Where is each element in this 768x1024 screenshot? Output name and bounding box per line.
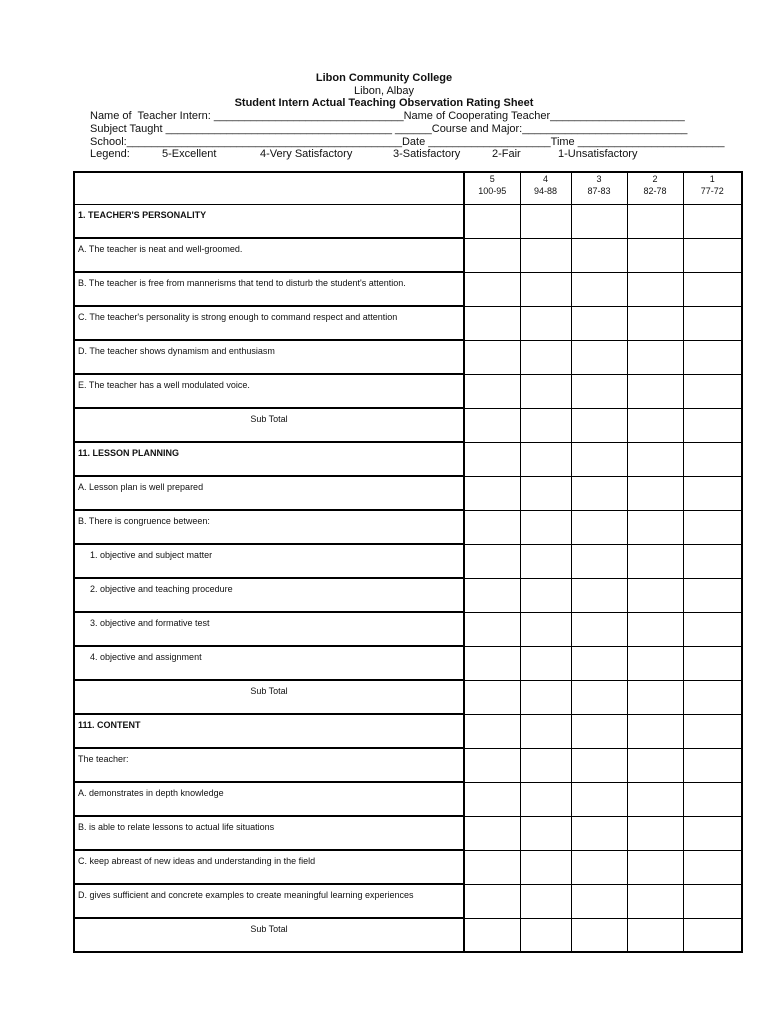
- criterion-row: [74, 238, 742, 272]
- rating-cell-4[interactable]: [520, 612, 571, 646]
- criterion-text: C. keep abreast of new ideas and understanding in the field: [78, 856, 316, 866]
- rating-cell-1[interactable]: [683, 272, 742, 306]
- criterion-text: 3. objective and formative test: [90, 618, 210, 628]
- rating-cell-4[interactable]: [520, 476, 571, 510]
- criterion-row: [74, 544, 742, 578]
- rating-cell-1[interactable]: [683, 680, 742, 714]
- criterion-cell: [74, 408, 464, 442]
- rating-cell-5[interactable]: [464, 510, 520, 544]
- criterion-text: E. The teacher has a well modulated voice.: [78, 380, 250, 390]
- rating-cell-5[interactable]: [464, 646, 520, 680]
- rating-cell-2[interactable]: [627, 544, 683, 578]
- rating-cell-2[interactable]: [627, 408, 683, 442]
- rating-cell-2[interactable]: [627, 272, 683, 306]
- criterion-row: [74, 646, 742, 680]
- criterion-cell: [74, 374, 464, 408]
- rating-cell-2[interactable]: [627, 748, 683, 782]
- criterion-text: C. The teacher's personality is strong enough to command respect and attention: [78, 312, 398, 322]
- criterion-cell: [74, 272, 464, 306]
- rating-cell-4[interactable]: [520, 374, 571, 408]
- rating-cell-3[interactable]: [571, 510, 627, 544]
- rating-cell-4[interactable]: [520, 714, 571, 748]
- criterion-text: D. The teacher shows dynamism and enthusiasm: [78, 346, 275, 356]
- rating-cell-3[interactable]: [571, 272, 627, 306]
- rating-range: 87-83: [587, 186, 611, 196]
- criterion-cell: [74, 306, 464, 340]
- criterion-cell: [74, 748, 464, 782]
- rating-cell-1[interactable]: [683, 408, 742, 442]
- rating-cell-3[interactable]: [571, 306, 627, 340]
- rating-cell-4[interactable]: [520, 850, 571, 884]
- rating-cell-2[interactable]: [627, 578, 683, 612]
- rating-cell-3[interactable]: [571, 816, 627, 850]
- rating-cell-4[interactable]: [520, 578, 571, 612]
- criterion-text: B. There is congruence between:: [78, 516, 210, 526]
- criterion-row: [74, 884, 742, 918]
- rating-cell-3[interactable]: [571, 646, 627, 680]
- rating-cell-5[interactable]: [464, 578, 520, 612]
- rating-score: 3: [596, 174, 602, 184]
- rating-header-3: [571, 172, 627, 205]
- criterion-cell: [74, 612, 464, 646]
- rating-cell-5[interactable]: [464, 884, 520, 918]
- rating-cell-2[interactable]: [627, 816, 683, 850]
- criterion-text: B. The teacher is free from mannerisms that tend to disturb the student's attention.: [78, 278, 406, 288]
- rating-cell-1[interactable]: [683, 748, 742, 782]
- rating-cell-1[interactable]: [683, 306, 742, 340]
- rating-header-4: [520, 172, 571, 205]
- criterion-cell: [74, 578, 464, 612]
- criterion-text: 2. objective and teaching procedure: [90, 584, 233, 594]
- criterion-row: [74, 306, 742, 340]
- rating-score: 2: [652, 174, 658, 184]
- legend-excellent: 5-Excellent: [162, 148, 217, 160]
- criterion-text: 4. objective and assignment: [90, 652, 202, 662]
- criterion-row: [74, 510, 742, 544]
- rating-cell-4[interactable]: [520, 816, 571, 850]
- criterion-row: [74, 340, 742, 374]
- rating-cell-2[interactable]: [627, 612, 683, 646]
- subtotal-label: Sub Total: [250, 924, 288, 934]
- criterion-text: 1. objective and subject matter: [90, 550, 213, 560]
- rating-cell-1[interactable]: [683, 816, 742, 850]
- legend-unsatisfactory: 1-Unsatisfactory: [558, 148, 638, 160]
- rating-cell-2[interactable]: [627, 714, 683, 748]
- rating-cell-4[interactable]: [520, 272, 571, 306]
- rating-score: 1: [709, 174, 715, 184]
- rating-cell-5[interactable]: [464, 918, 520, 952]
- subtotal-row: [74, 680, 742, 714]
- rating-cell-5[interactable]: [464, 680, 520, 714]
- criterion-cell: [74, 544, 464, 578]
- rating-header-1: [683, 172, 742, 205]
- rating-cell-4[interactable]: [520, 918, 571, 952]
- criterion-row: [74, 476, 742, 510]
- section-heading: 1. TEACHER'S PERSONALITY: [78, 210, 207, 220]
- rating-cell-3[interactable]: [571, 238, 627, 272]
- rating-table: [73, 171, 743, 953]
- criterion-text: D. gives sufficient and concrete examples to create meaningful learning experiences: [78, 890, 414, 900]
- rating-cell-5[interactable]: [464, 374, 520, 408]
- rating-cell-4[interactable]: [520, 238, 571, 272]
- rating-cell-2[interactable]: [627, 884, 683, 918]
- legend: [90, 148, 690, 160]
- rating-cell-2[interactable]: [627, 340, 683, 374]
- rating-cell-1[interactable]: [683, 442, 742, 476]
- rating-cell-3[interactable]: [571, 578, 627, 612]
- rating-cell-4[interactable]: [520, 748, 571, 782]
- rating-cell-2[interactable]: [627, 205, 683, 239]
- section-heading: 111. CONTENT: [78, 720, 141, 730]
- rating-cell-5[interactable]: [464, 850, 520, 884]
- form-header: [0, 72, 768, 110]
- criterion-row: [74, 272, 742, 306]
- rating-cell-5[interactable]: [464, 714, 520, 748]
- section-row: [74, 205, 742, 239]
- intern-cooperating-line[interactable]: Name of Teacher Intern: _______________________________Name of Cooperating Teacher______________________: [90, 110, 685, 122]
- criterion-cell: [74, 918, 464, 952]
- criterion-row: [74, 782, 742, 816]
- criterion-cell: [74, 782, 464, 816]
- rating-cell-5[interactable]: [464, 340, 520, 374]
- rating-cell-4[interactable]: [520, 205, 571, 239]
- rating-cell-3[interactable]: [571, 374, 627, 408]
- rating-cell-5[interactable]: [464, 442, 520, 476]
- form-title: Student Intern Actual Teaching Observation Rating Sheet: [234, 97, 534, 109]
- rating-cell-3[interactable]: [571, 884, 627, 918]
- criterion-row: [74, 816, 742, 850]
- rating-cell-4[interactable]: [520, 340, 571, 374]
- rating-cell-2[interactable]: [627, 374, 683, 408]
- subtotal-label: Sub Total: [250, 414, 288, 424]
- criterion-cell: [74, 476, 464, 510]
- criterion-cell: [74, 816, 464, 850]
- rating-cell-4[interactable]: [520, 646, 571, 680]
- subtotal-label: Sub Total: [250, 686, 288, 696]
- rating-cell-2[interactable]: [627, 918, 683, 952]
- rating-cell-2[interactable]: [627, 850, 683, 884]
- criterion-cell: [74, 850, 464, 884]
- rating-cell-4[interactable]: [520, 408, 571, 442]
- section-heading: 11. LESSON PLANNING: [78, 448, 180, 458]
- rating-cell-1[interactable]: [683, 205, 742, 239]
- criterion-text: A. demonstrates in depth knowledge: [78, 788, 224, 798]
- rating-range: 82-78: [643, 186, 667, 196]
- rating-cell-4[interactable]: [520, 306, 571, 340]
- rating-cell-3[interactable]: [571, 850, 627, 884]
- rating-cell-2[interactable]: [627, 782, 683, 816]
- rating-cell-3[interactable]: [571, 442, 627, 476]
- rating-cell-1[interactable]: [683, 476, 742, 510]
- rating-cell-1[interactable]: [683, 544, 742, 578]
- subtotal-row: [74, 918, 742, 952]
- criterion-row: [74, 612, 742, 646]
- rating-cell-2[interactable]: [627, 306, 683, 340]
- criterion-cell: [74, 442, 464, 476]
- section-row: [74, 714, 742, 748]
- rating-cell-5[interactable]: [464, 306, 520, 340]
- rating-cell-1[interactable]: [683, 374, 742, 408]
- rating-cell-1[interactable]: [683, 612, 742, 646]
- subtotal-row: [74, 408, 742, 442]
- criterion-row: [74, 850, 742, 884]
- rating-cell-4[interactable]: [520, 442, 571, 476]
- rating-cell-1[interactable]: [683, 714, 742, 748]
- rating-cell-5[interactable]: [464, 205, 520, 239]
- rating-cell-5[interactable]: [464, 272, 520, 306]
- rating-range: 100-95: [478, 186, 507, 196]
- criterion-cell: [74, 646, 464, 680]
- rating-cell-4[interactable]: [520, 680, 571, 714]
- criterion-text: B. is able to relate lessons to actual life situations: [78, 822, 275, 832]
- criterion-cell: [74, 714, 464, 748]
- rating-cell-3[interactable]: [571, 782, 627, 816]
- criterion-cell: [74, 205, 464, 239]
- rating-cell-1[interactable]: [683, 646, 742, 680]
- rating-cell-1[interactable]: [683, 238, 742, 272]
- rating-cell-4[interactable]: [520, 544, 571, 578]
- subject-course-line[interactable]: Subject Taught _____________________________________ ______Course and Major:___________________________: [90, 123, 688, 135]
- rating-cell-1[interactable]: [683, 578, 742, 612]
- rating-header-2: [627, 172, 683, 205]
- rating-cell-2[interactable]: [627, 476, 683, 510]
- criterion-cell: [74, 510, 464, 544]
- legend-label: Legend:: [90, 148, 130, 160]
- rating-cell-1[interactable]: [683, 918, 742, 952]
- rating-cell-3[interactable]: [571, 918, 627, 952]
- criterion-text: A. The teacher is neat and well-groomed.: [78, 244, 243, 254]
- legend-very-satisfactory: 4-Very Satisfactory: [260, 148, 353, 160]
- rating-cell-4[interactable]: [520, 884, 571, 918]
- rating-cell-2[interactable]: [627, 680, 683, 714]
- rating-cell-2[interactable]: [627, 646, 683, 680]
- college-name: Libon Community College: [315, 72, 453, 84]
- criterion-row: [74, 374, 742, 408]
- rating-range: 94-88: [533, 186, 558, 196]
- header-blank-cell: [74, 172, 464, 205]
- rating-score: 5: [489, 174, 495, 184]
- rating-cell-3[interactable]: [571, 612, 627, 646]
- rating-cell-3[interactable]: [571, 544, 627, 578]
- rating-range: 77-72: [700, 186, 724, 196]
- criterion-row: [74, 578, 742, 612]
- rating-cell-5[interactable]: [464, 544, 520, 578]
- criterion-cell: [74, 238, 464, 272]
- rating-cell-2[interactable]: [627, 442, 683, 476]
- rating-cell-3[interactable]: [571, 476, 627, 510]
- rating-cell-3[interactable]: [571, 408, 627, 442]
- rating-cell-1[interactable]: [683, 782, 742, 816]
- rating-cell-5[interactable]: [464, 408, 520, 442]
- college-location: Libon, Albay: [354, 85, 414, 97]
- legend-satisfactory: 3-Satisfactory: [393, 148, 461, 160]
- rating-cell-5[interactable]: [464, 238, 520, 272]
- rating-cell-3[interactable]: [571, 340, 627, 374]
- criterion-row: [74, 748, 742, 782]
- rating-cell-4[interactable]: [520, 510, 571, 544]
- rating-header-row: [74, 172, 742, 205]
- rating-cell-3[interactable]: [571, 680, 627, 714]
- rating-header-5: [464, 172, 520, 205]
- rating-cell-3[interactable]: [571, 748, 627, 782]
- rating-cell-3[interactable]: [571, 205, 627, 239]
- rating-cell-1[interactable]: [683, 340, 742, 374]
- criterion-cell: [74, 340, 464, 374]
- legend-fair: 2-Fair: [492, 148, 521, 160]
- school-date-time-line[interactable]: School:_____________________________________________Date ____________________Time ________________________: [90, 136, 725, 148]
- rating-cell-2[interactable]: [627, 510, 683, 544]
- rating-cell-5[interactable]: [464, 476, 520, 510]
- rating-cell-5[interactable]: [464, 612, 520, 646]
- criterion-text: A. Lesson plan is well prepared: [78, 482, 204, 492]
- criterion-cell: [74, 680, 464, 714]
- rating-cell-1[interactable]: [683, 510, 742, 544]
- section-row: [74, 442, 742, 476]
- rating-cell-3[interactable]: [571, 714, 627, 748]
- criterion-text: The teacher:: [78, 754, 129, 764]
- rating-cell-5[interactable]: [464, 782, 520, 816]
- rating-cell-5[interactable]: [464, 816, 520, 850]
- rating-cell-5[interactable]: [464, 748, 520, 782]
- rating-cell-2[interactable]: [627, 238, 683, 272]
- rating-cell-4[interactable]: [520, 782, 571, 816]
- criterion-cell: [74, 884, 464, 918]
- rating-cell-1[interactable]: [683, 884, 742, 918]
- rating-score: 4: [542, 174, 548, 184]
- rating-cell-1[interactable]: [683, 850, 742, 884]
